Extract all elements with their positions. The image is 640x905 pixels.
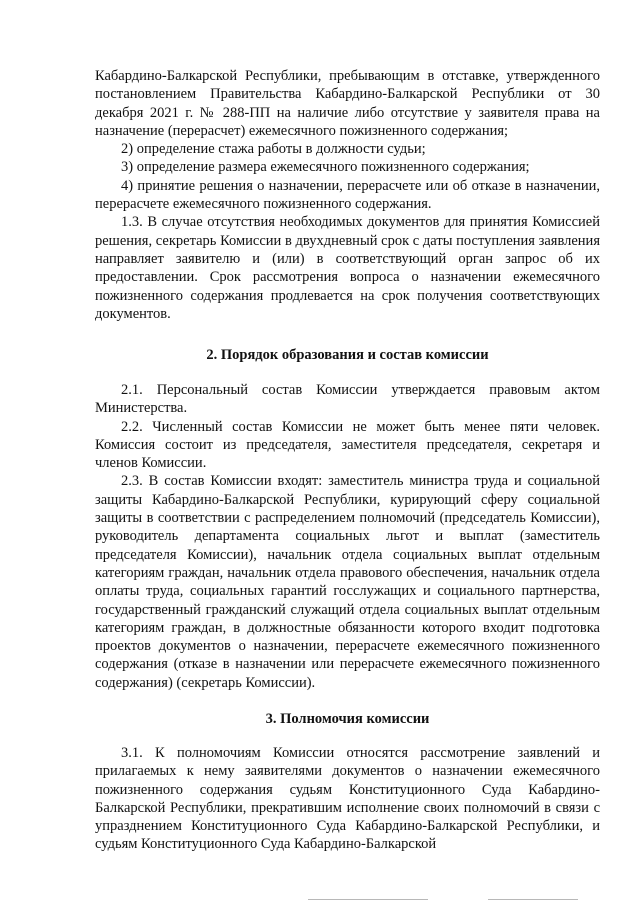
list-item-4: 4) принятие решения о назначении, перерасчете или об отказе в назначении, перерасчете ежемесячного пожизненного содержания. [95,177,600,213]
section1-continuation [95,67,600,323]
scan-edge-mark [488,899,578,900]
section-2-heading: 2. Порядок образования и состав комиссии [206,347,489,363]
paragraph-eligibility-continuation: Кабардино-Балкарской Республики, пребывающим в отставке, утвержденного постановлением Правительства Кабардино-Балкарской Республики от 30 декабря 2021 г. № 288-ПП на наличие либо отсутствие у заявителя права на назначение (перерасчет) ежемесячного пожизненного содержания; [95,68,600,139]
paragraph-1-3: 1.3. В случае отсутствия необходимых документов для принятия Комиссией решения, секретарь Комиссии в двухдневный срок с даты поступления заявления направляет заявителю и (или) в соответствующий орган запрос об их предоставлении. Срок рассмотрения вопроса о назначении ежемесячного пожизненного содержания продлевается на срок получения соответствующих документов. [95,214,600,322]
paragraph-2-2: 2.2. Численный состав Комиссии не может быть менее пяти человек. Комиссия состоит из председателя, заместителя председателя, секретаря и членов Комиссии. [95,418,600,472]
paragraph-2-3: 2.3. В состав Комиссии входят: заместитель министра труда и социальной защиты Кабардино-Балкарской Республики, курирующий сферу социальной защиты в соответствии с распределением полномочий (председатель Комиссии), руководитель департамента социальных льгот и выплат (заместитель председателя Комиссии), начальник отдела социальных выплат отдельным категориям граждан, начальник отдела правового обеспечения, начальник отдела оплаты труда, социальных гарантий госслужащих и социального партнерства, государственный гражданский служащий отдела социальных выплат отдельным категориям граждан, в должностные обязанности которого входит подготовка проектов документов о назначении, перерасчете ежемесячного пожизненного содержания (отказе в назначении или перерасчете ежемесячного пожизненного содержания) (секретарь Комиссии). [95,473,600,691]
list-item-2: 2) определение стажа работы в должности судьи; [121,141,426,158]
section2-body [95,381,600,692]
section3-body [95,744,600,854]
paragraph-2-1: 2.1. Персональный состав Комиссии утверждается правовым актом Министерства. [95,382,600,417]
paragraph-3-1: 3.1. К полномочиям Комиссии относятся рассмотрение заявлений и прилагаемых к нему заявителями документов о назначении ежемесячного пожизненного содержания судьям Конституционного Суда Кабардино-Балкарской Республики, прекратившим исполнение своих полномочий в связи с упразднением Конституционного Суда Кабардино-Балкарской Республики, и судьям Конституционного Суда Кабардино-Балкарской [95,745,600,853]
scan-edge-mark [308,899,428,900]
section-3-heading: 3. Полномочия комиссии [265,711,430,727]
list-item-3: 3) определение размера ежемесячного пожизненного содержания; [121,159,530,176]
